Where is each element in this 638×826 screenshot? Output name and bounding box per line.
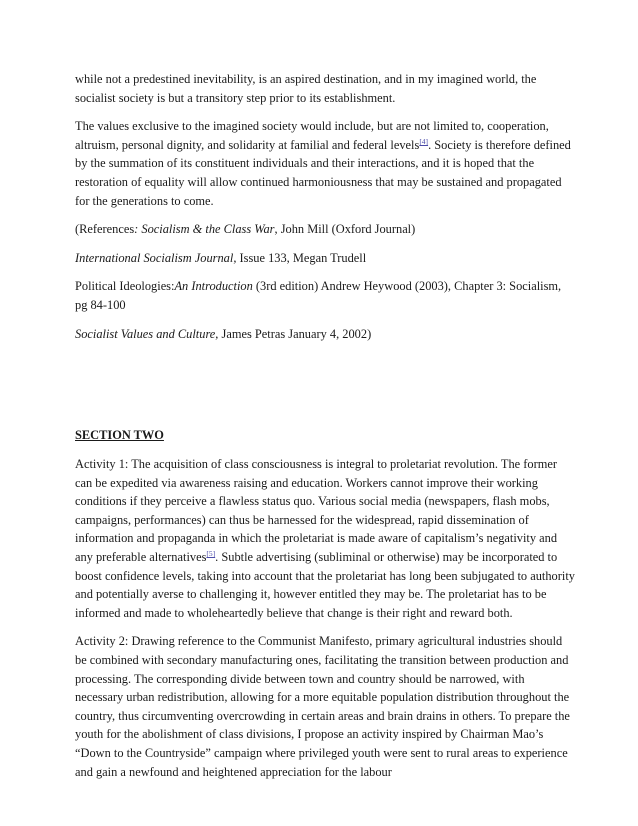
paragraph-values-text: The values exclusive to the imagined society would include, but are not limited to, cooperation, altruism, personal dignity, and solidarity at familial and federal levels (75, 119, 549, 152)
reference-3-prefix: Political Ideologies: (75, 279, 175, 294)
reference-3-title: An Introduction (174, 279, 253, 294)
reference-2 (75, 249, 575, 268)
paragraph-values (75, 117, 575, 210)
reference-4-title: Socialist Values and Culture, (75, 326, 219, 341)
section-two-heading: SECTION TWO (75, 428, 164, 442)
reference-4 (75, 325, 575, 344)
section-two-body (75, 455, 575, 791)
reference-2-rest: Issue 133, Megan Trudell (236, 250, 367, 265)
reference-1-title: : Socialism & the Class War (134, 222, 275, 237)
footnote-link-5[interactable]: [5] (206, 548, 216, 558)
activity-1-text: Activity 1: The acquisition of class consciousness is integral to proletariat revolution. The former can be expedited via awareness raising and education. Workers cannot improve their working conditions if they perceive a flawless status quo. Various social media (newspapers, flash mobs, campaigns, performances) can thus be harnessed for the widespread, rapid dissemination of information and propaganda in which the proletariat is made aware of capitalism’s negativity and any preferable alternatives (75, 457, 558, 564)
reference-1 (75, 220, 575, 239)
paragraph-continuation: while not a predestined inevitability, is an aspired destination, and in my imagined world, the socialist society is but a transitory step prior to its establishment. (75, 72, 537, 105)
activity-1-paragraph (75, 455, 575, 622)
paragraph-values-text-rest: . Society is therefore defined by the summation of its constituent individuals and their interactions, and it is hoped that the restoration of equality will allow continued harmoniousness that may be sustained and propagated for the generations to come. (75, 137, 571, 208)
activity-2-paragraph: Activity 2: Drawing reference to the Communist Manifesto, primary agricultural industries should be combined with secondary manufacturing ones, facilitating the transition between production and processing. The corresponding divide between town and country should be narrowed, with necessary urban redistribution, allowing for a more equitable population distribution throughout the country, thus circumventing overcrowding in certain areas and brain drains in others. To prepare the youth for the abolishment of class divisions, I propose an activity inspired by Chairman Mao’s “Down to the Countryside” campaign where privileged youth were sent to rural areas to experience and gain a newfound and heightened appreciation for the labour (75, 634, 570, 779)
reference-4-rest: James Petras January 4, 2002) (218, 326, 372, 341)
activity-1-text-rest: . Subtle advertising (subliminal or otherwise) may be incorporated to boost confidence levels, taking into account that the proletariat has long been subjugated to authority and potentially averse to challenging it, however entitled they may be. The proletariat has to be informed and made to wholeheartedly believe that change is their right and reward both. (75, 549, 575, 620)
reference-3-rest: (3rd edition) Andrew Heywood (2003), Chapter 3: Socialism, pg 84-100 (75, 279, 562, 312)
section-one (75, 70, 575, 353)
reference-3 (75, 277, 575, 314)
reference-2-title: International Socialism Journal, (75, 250, 237, 265)
footnote-link-4[interactable]: [4] (419, 136, 429, 146)
reference-1-prefix: (References (75, 222, 135, 237)
reference-1-rest: , John Mill (Oxford Journal) (274, 222, 416, 237)
